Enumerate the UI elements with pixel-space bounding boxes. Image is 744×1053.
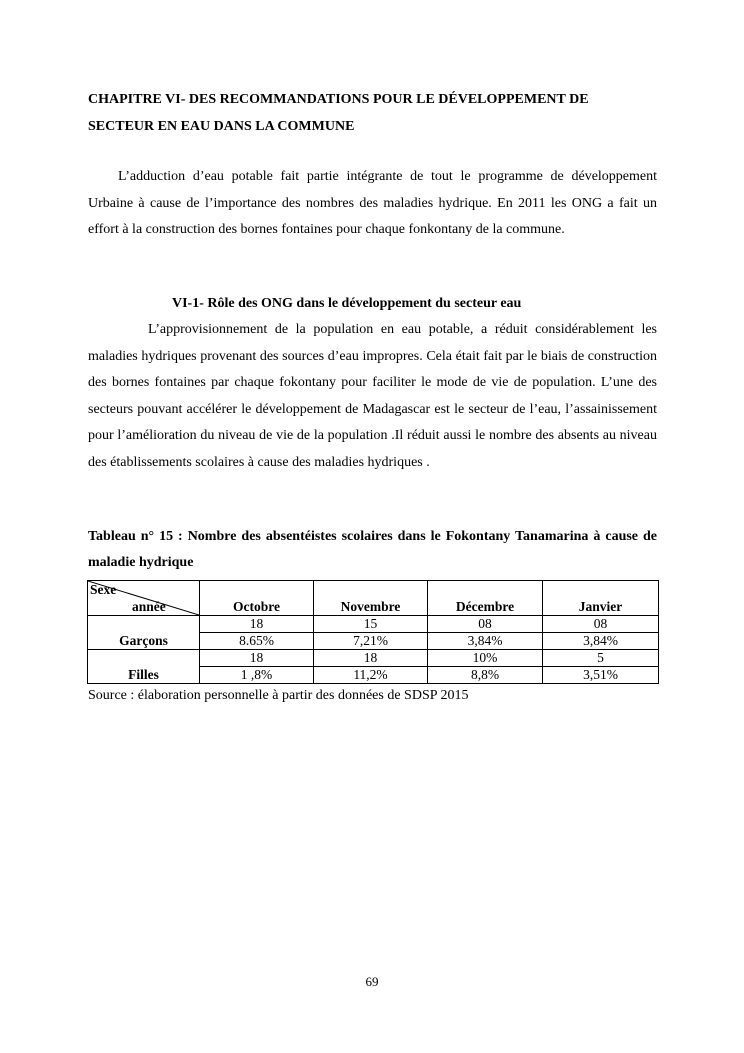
table-cell: 3,84% xyxy=(428,633,543,650)
table-cell: 11,2% xyxy=(314,667,428,684)
table-cell: 08 xyxy=(543,616,659,633)
table-cell: 08 xyxy=(428,616,543,633)
section-title: VI-1- Rôle des ONG dans le développement du secteur eau xyxy=(172,296,522,311)
table-row xyxy=(88,616,659,633)
column-header: Janvier xyxy=(543,581,659,616)
page-number: 69 xyxy=(365,974,379,989)
table-cell: 5 xyxy=(543,650,659,667)
section-paragraph: L’approvisionnement de la population en eau potable, a réduit considérablement les maladies hydriques provenant des sources d’eau impropres. Cela était fait par le biais de construction des bornes fontaines par chaque fokontany pour faciliter le mode de vie de population. L’une des secteurs pouvant accélérer le développement de Madagascar est le secteur de l’eau, l’assainissement pour l’amélioration du niveau de vie de la population .Il réduit aussi le nombre des absents au niveau des établissements scolaires à cause des maladies hydriques . xyxy=(88,322,657,470)
intro-paragraph: L’adduction d’eau potable fait partie intégrante de tout le programme de développement Urbaine à cause de l’importance des nombres des maladies hydrique. En 2011 les ONG a fait un effort à la construction des bornes fontaines pour chaque fonkontany de la commune. xyxy=(88,169,657,237)
table-cell: 8,8% xyxy=(428,667,543,684)
table-cell: 18 xyxy=(200,650,314,667)
corner-bottom-label: année xyxy=(132,599,166,614)
row-group-label: Garçons xyxy=(88,616,200,650)
table-cell: 18 xyxy=(314,650,428,667)
table-cell: 1 ,8% xyxy=(200,667,314,684)
corner-top-label: Sexe xyxy=(90,582,117,597)
table-cell: 3,51% xyxy=(543,667,659,684)
table-corner-cell xyxy=(88,581,200,616)
table-cell: 10% xyxy=(428,650,543,667)
table-cell: 3,84% xyxy=(543,633,659,650)
column-header: Octobre xyxy=(200,581,314,616)
table-caption: Tableau n° 15 : Nombre des absentéistes scolaires dans le Fokontany Tanamarina à cause de maladie hydrique xyxy=(88,529,657,570)
table-source: Source : élaboration personnelle à partir des données de SDSP 2015 xyxy=(88,688,469,703)
absentee-table xyxy=(87,580,659,684)
column-header: Novembre xyxy=(314,581,428,616)
table-cell: 7,21% xyxy=(314,633,428,650)
table-header-row xyxy=(88,581,659,616)
row-group-label: Filles xyxy=(88,650,200,684)
chapter-title: CHAPITRE VI- DES RECOMMANDATIONS POUR LE DÉVELOPPEMENT DE SECTEUR EN EAU DANS LA COMMUNE xyxy=(88,92,589,134)
table-cell: 8.65% xyxy=(200,633,314,650)
table-row xyxy=(88,650,659,667)
table-cell: 15 xyxy=(314,616,428,633)
column-header: Décembre xyxy=(428,581,543,616)
table-cell: 18 xyxy=(200,616,314,633)
